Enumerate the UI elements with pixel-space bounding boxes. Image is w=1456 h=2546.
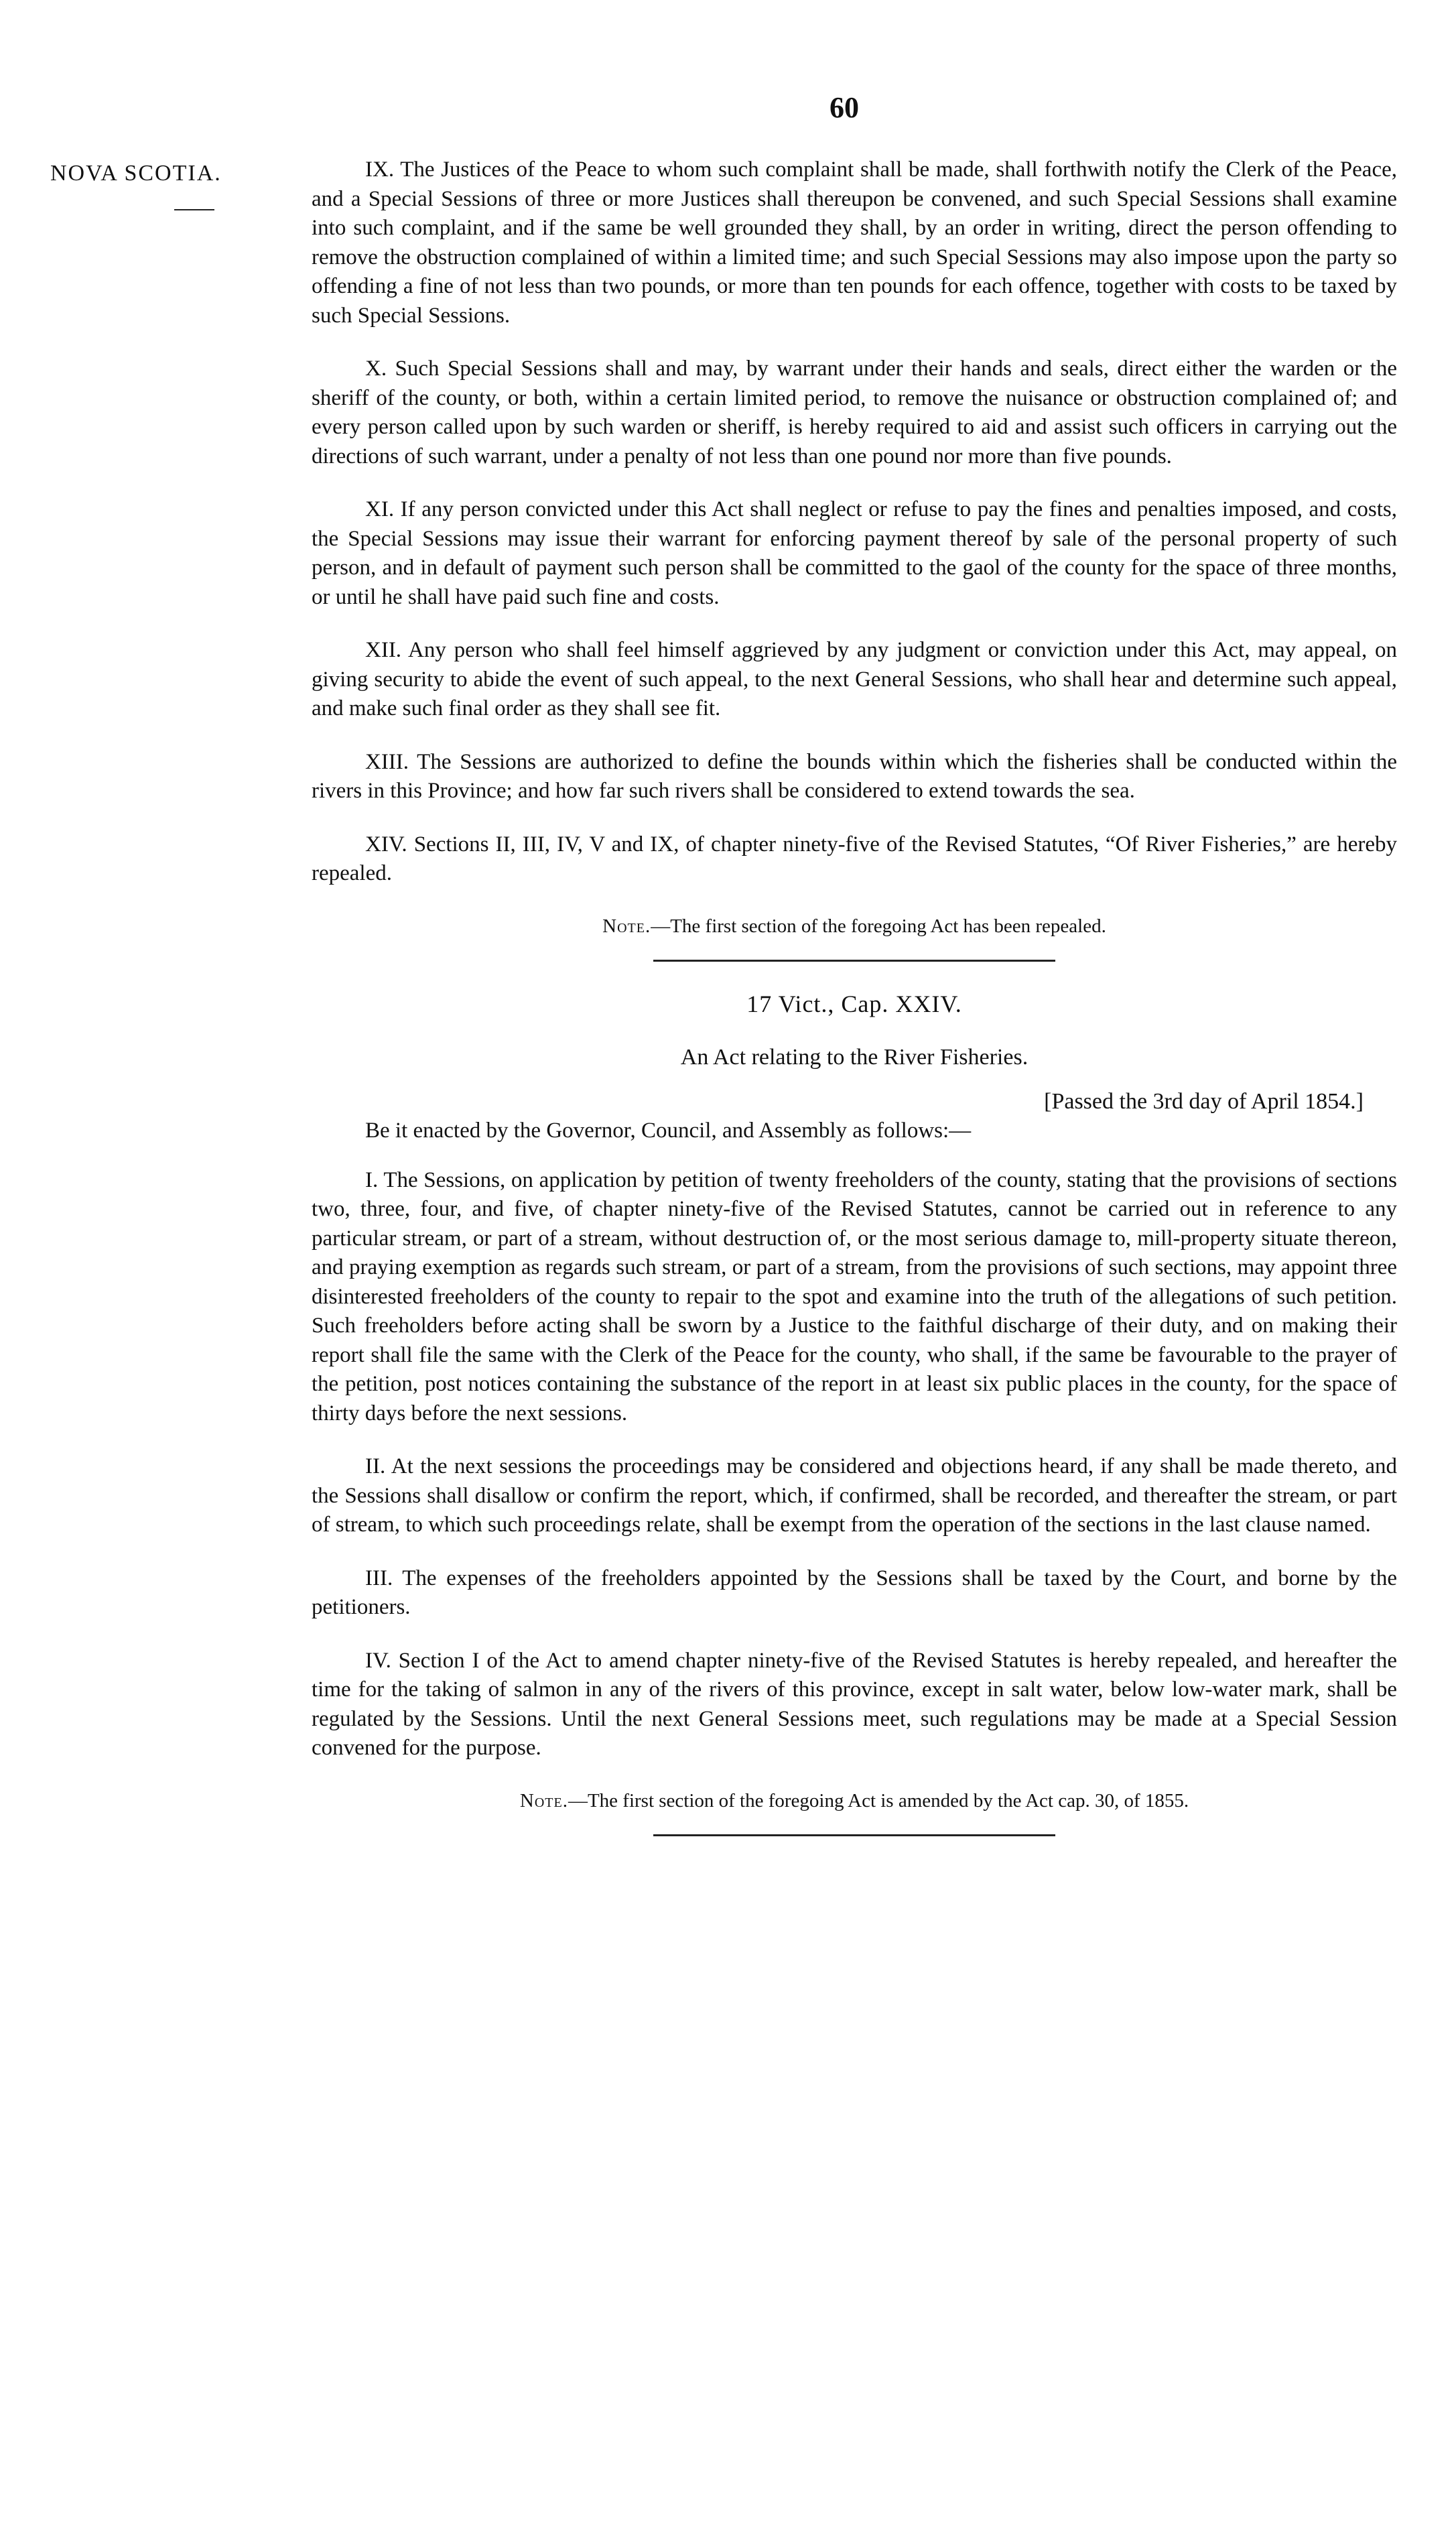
section-iv: IV. Section I of the Act to amend chapter ninety-five of the Revised Statutes is hereby repealed, and hereafter the time for the taking of salmon in any of the rivers of this province, except in salt water, below low-water mark, shall be regulated by the Sessions. Until the next General Sessions meet, such regulations may be made at a Special Session convened for the purpose.	[312, 1648, 1397, 1760]
section-xiii: XIII. The Sessions are authorized to define the bounds within which the fisheries shall be conducted within the rivers in this Province; and how far such rivers shall be considered to extend towards the sea.	[312, 749, 1397, 803]
bottom-divider	[653, 1834, 1055, 1836]
note-label: Note.	[519, 1789, 568, 1811]
section-ix: IX. The Justices of the Peace to whom such complaint shall be made, shall forthwith notify the Clerk of the Peace, and a Special Sessions of three or more Justices shall thereupon be convened, and such Special Sessions shall examine into such complaint, and if the same be well grounded they shall, by an order in writing, direct the person offending to remove the obstruction complained of within a limited time; and such Special Sessions may also impose upon the party so offending a fine of not less than two pounds, or more than ten pounds for each offence, together with costs to be taxed by such Special Sessions.	[312, 157, 1397, 328]
section-xii: XII. Any person who shall feel himself aggrieved by any judgment or conviction under this Act, may appeal, on giving security to abide the event of such appeal, to the next General Sessions, who shall hear and determine such appeal, and make such final order as they shall see fit.	[312, 638, 1397, 720]
margin-note: NOVA SCOTIA.	[50, 161, 222, 186]
margin-divider	[174, 209, 214, 210]
note-text: —The first section of the foregoing Act has been repealed.	[651, 915, 1106, 937]
section-divider	[653, 960, 1055, 962]
page-number: 60	[830, 91, 859, 124]
section-xiv: XIV. Sections II, III, IV, V and IX, of chapter ninety-five of the Revised Statutes, “Of River Fisheries,” are hereby repealed.	[312, 832, 1397, 885]
note-label: Note.	[602, 915, 651, 937]
section-ii: II. At the next sessions the proceedings may be considered and objections heard, if any shall be made thereto, and the Sessions shall disallow or confirm the report, which, if confirmed, shall be recorded, and thereafter the stream, or part of stream, to which such proceedings relate, shall be exempt from the operation of the sections in the last clause named.	[312, 1454, 1397, 1537]
section-x: X. Such Special Sessions shall and may, by warrant under their hands and seals, direct either the warden or the sheriff of the county, or both, within a certain limited period, to remove the nuisance or obstruction complained of; and every person called upon by such warden or sheriff, is hereby required to aid and assist such officers in carrying out the directions of such warrant, under a penalty of not less than one pound nor more than five pounds.	[312, 357, 1397, 468]
note-text: —The first section of the foregoing Act is amended by the Act cap. 30, of 1855.	[568, 1789, 1189, 1811]
act-description: An Act relating to the River Fisheries.	[680, 1044, 1029, 1070]
act-title: 17 Vict., Cap. XXIV.	[746, 990, 962, 1017]
note-repealed	[312, 913, 1397, 940]
section-iii: III. The expenses of the freeholders appointed by the Sessions shall be taxed by the Court, and borne by the petitioners.	[312, 1566, 1397, 1619]
section-xi: XI. If any person convicted under this Act shall neglect or refuse to pay the fines and penalties imposed, and costs, the Special Sessions may issue their warrant for enforcing payment thereof by sale of the personal property of such person, and in default of payment such person shall be committed to the gaol of the county for the space of three months, or until he shall have paid such fine and costs.	[312, 497, 1397, 609]
act-passed-date: [Passed the 3rd day of April 1854.]	[1044, 1088, 1364, 1114]
main-text	[312, 155, 1397, 1836]
act-enacting-clause: Be it enacted by the Governor, Council, and Assembly as follows:—	[365, 1118, 972, 1143]
note-amended	[312, 1787, 1397, 1814]
section-i: I. The Sessions, on application by petition of twenty freeholders of the county, stating that the provisions of sections two, three, four, and five, of chapter ninety-five of the Revised Statutes, cannot be carried out in reference to any particular stream, or part of a stream, without destruction of, or the most serious damage to, mill-property situate thereon, and praying exemption as regards such stream, or part of a stream, from the provisions of such sections, may appoint three disinterested freeholders of the county to repair to the spot and examine into the truth of the allegations of such petition. Such freeholders before acting shall be sworn by a Justice to the faithful discharge of their duty, and on making their report shall file the same with the Clerk of the Peace for the county, who shall, if the same be favourable to the prayer of the petition, post notices containing the substance of the report in at least six public places in the county, for the space of thirty days before the next sessions.	[312, 1167, 1397, 1425]
